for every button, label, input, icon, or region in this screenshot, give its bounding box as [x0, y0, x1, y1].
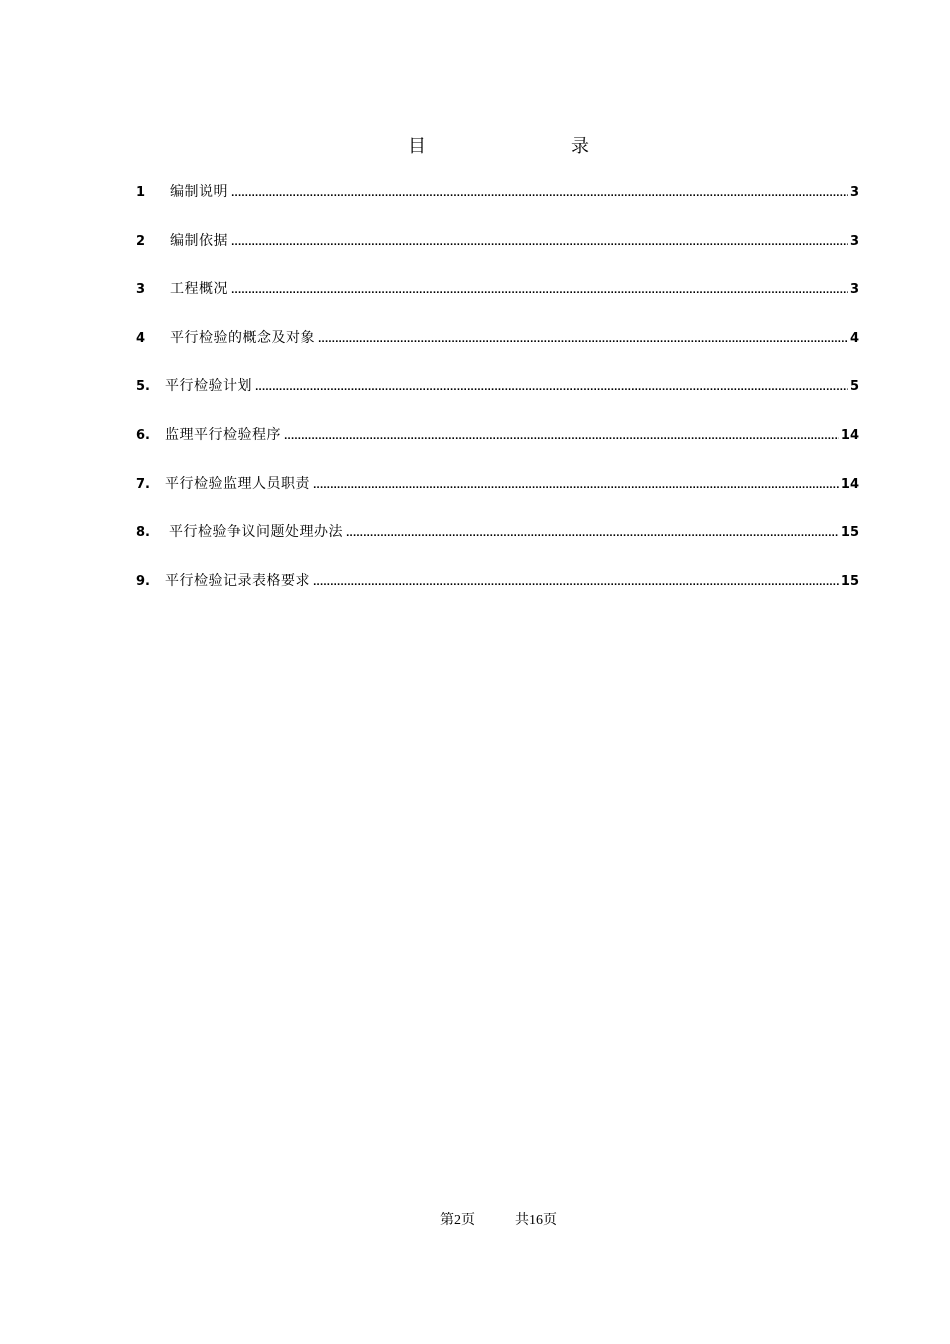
toc-entry[interactable] [136, 570, 859, 619]
toc-entry[interactable] [136, 375, 859, 424]
toc-title-char-1: 目 [408, 136, 426, 157]
toc-leader-dots [231, 238, 848, 248]
toc-title-char-2: 录 [571, 136, 589, 157]
toc-entry-label: 平行检验的概念及对象 [170, 329, 315, 346]
toc-entry-number: 2 [136, 233, 146, 249]
toc-entry-label: 平行检验记录表格要求 [165, 572, 310, 589]
toc-entry-page: 4 [849, 330, 859, 346]
toc-leader-dots [313, 578, 839, 588]
toc-leader-dots [346, 529, 839, 539]
toc-entry-page: 14 [840, 476, 859, 492]
toc-entry-page: 3 [849, 282, 859, 298]
toc-entry-page: 5 [849, 379, 859, 395]
toc-entry[interactable] [136, 327, 859, 376]
toc-entry-label: 平行检验监理人员职责 [165, 475, 310, 492]
toc-list [136, 181, 859, 618]
toc-leader-dots [255, 383, 848, 393]
toc-entry[interactable] [136, 181, 859, 230]
toc-entry-number: 7. [136, 476, 150, 492]
footer-page-number: 第2页 [440, 1213, 475, 1228]
toc-entry-number: 6. [136, 427, 150, 443]
toc-entry-number: 5. [136, 379, 150, 395]
toc-entry[interactable] [136, 473, 859, 522]
toc-entry-label: 平行检验计划 [165, 378, 252, 395]
toc-entry[interactable] [136, 424, 859, 473]
toc-title [0, 132, 950, 158]
toc-entry-page: 15 [840, 573, 859, 589]
toc-entry-page: 3 [849, 233, 859, 249]
toc-entry[interactable] [136, 230, 859, 279]
toc-leader-dots [313, 481, 839, 491]
toc-entry-page: 3 [849, 185, 859, 200]
toc-entry-number: 4 [136, 330, 146, 346]
toc-entry-page: 15 [840, 525, 859, 541]
toc-entry-number: 8. [136, 525, 150, 541]
toc-entry-label: 编制说明 [170, 184, 228, 200]
page-footer [0, 1209, 950, 1231]
toc-leader-dots [318, 335, 848, 345]
toc-entry-label: 平行检验争议问题处理办法 [169, 524, 343, 541]
footer-total-pages: 共16页 [515, 1213, 557, 1228]
toc-leader-dots [231, 286, 848, 296]
toc-leader-dots [231, 189, 848, 199]
toc-leader-dots [284, 432, 839, 442]
toc-entry-number: 3 [136, 282, 146, 298]
toc-entry-page: 14 [840, 427, 859, 443]
toc-entry-label: 工程概况 [170, 281, 228, 298]
toc-entry[interactable] [136, 278, 859, 327]
toc-entry-label: 监理平行检验程序 [165, 426, 281, 443]
toc-entry-number: 9. [136, 573, 150, 589]
toc-entry[interactable] [136, 521, 859, 570]
toc-entry-label: 编制依据 [170, 232, 228, 249]
toc-entry-number: 1 [136, 185, 146, 200]
